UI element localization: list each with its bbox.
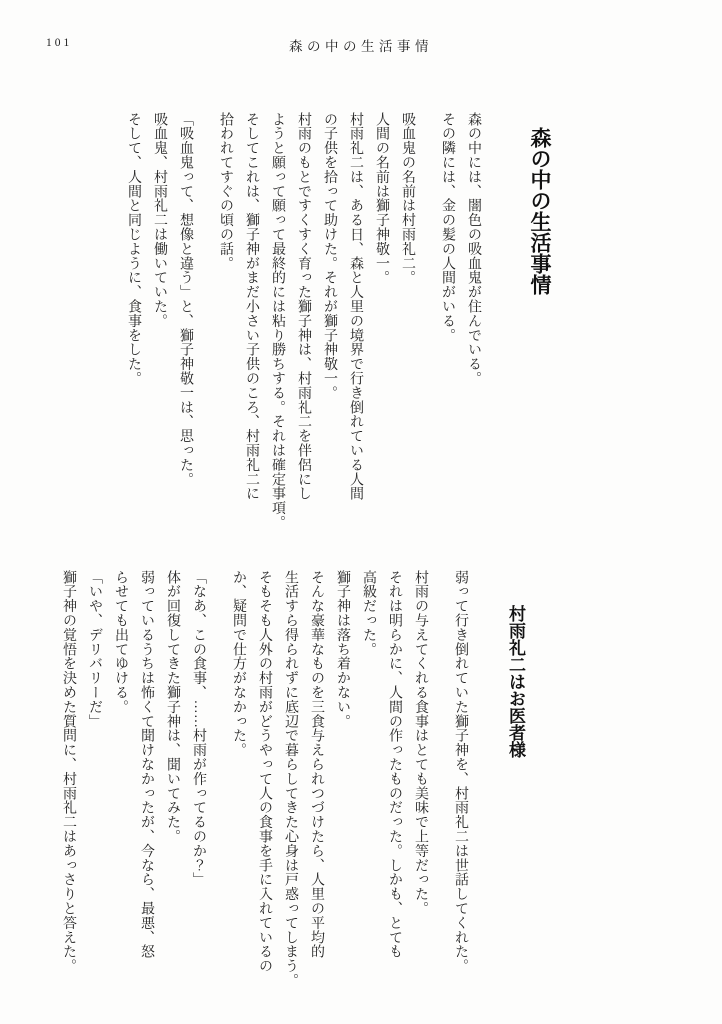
text-line: 生活すら得られずに底辺で暮らしてきた心身は戸惑ってしまう。 [283,570,298,988]
paragraph-group [447,570,473,988]
section-subsection [55,570,530,988]
text-line: 獅子神は落ち着かない。 [335,570,350,729]
page-header [0,35,722,53]
paragraph-group [55,570,211,988]
chapter-title: 森の中の生活事情 [528,127,551,295]
text-line: 「なあ、この食事、……村雨が作ってるのか？」 [191,570,206,887]
text-line: そして、人間と同じように、食事をした。 [126,112,141,386]
paragraph-group [434,112,486,530]
paragraph-group [225,570,433,988]
running-head: 森の中の生活事情 [289,39,433,54]
text-line: 弱って行き倒れていた獅子神を、村雨礼二は世話してくれた。 [453,570,468,974]
text-line: 「吸血鬼って、想像と違う」と、獅子神敬一は、思った。 [178,112,193,487]
text-line: 高級だった。 [361,570,376,657]
paragraph-group [212,112,420,530]
text-line: 吸血鬼の名前は村雨礼二。 [400,112,415,285]
text-line: 森の中には、闇色の吸血鬼が住んでいる。 [466,112,481,386]
section-chapter [120,112,556,530]
text-line: 村雨のもとですくすく育った獅子神は、村雨礼二を伴侶にし [296,112,311,501]
text-line: 人間の名前は獅子神敬一。 [374,112,389,285]
text-line: 獅子神の覚悟を決めた質問に、村雨礼二はあっさりと答えた。 [61,570,76,974]
subsection-body [55,570,473,988]
text-line: それは明らかに、人間の作ったものだった。しかも、とても [387,570,402,959]
text-line: 拾われてすぐの頃の話。 [218,112,233,271]
text-line: 村雨の与えてくれる食事はとても美味で上等だった。 [413,570,428,916]
text-line: 弱っているうちは怖くて聞けなかったが、今なら、最悪、怒 [139,570,154,959]
text-line: ようと願って願って最終的には粘り勝ちする。それは確定事項。 [270,112,285,530]
text-line: そしてこれは、獅子神がまだ小さい子供のころ、村雨礼二に [244,112,259,501]
chapter-body [120,112,486,530]
text-line: 「いや、デリバリーだ」 [87,570,102,729]
text-line: そんな豪華なものを三食与えられつづけたら、人里の平均的 [309,570,324,959]
text-line: の子供を拾って助けた。それが獅子神敬一。 [322,112,337,400]
subsection-title: 村雨礼二はお医者様 [506,605,525,758]
text-line: 村雨礼二は、ある日、森と人里の境界で行き倒れている人間 [348,112,363,501]
page-number: 101 [46,37,73,49]
text-line: その隣には、金の髪の人間がいる。 [440,112,455,343]
paragraph-group [120,112,198,530]
text-line: か、疑問で仕方がなかった。 [231,570,246,758]
text-line: そもそも人外の村雨がどうやって人の食事を手に入れているの [257,570,272,974]
text-line: らせても出てゆける。 [113,570,128,714]
text-line: 吸血鬼、村雨礼二は働いていた。 [152,112,167,328]
text-line: 体が回復してきた獅子神は、聞いてみた。 [165,570,180,844]
